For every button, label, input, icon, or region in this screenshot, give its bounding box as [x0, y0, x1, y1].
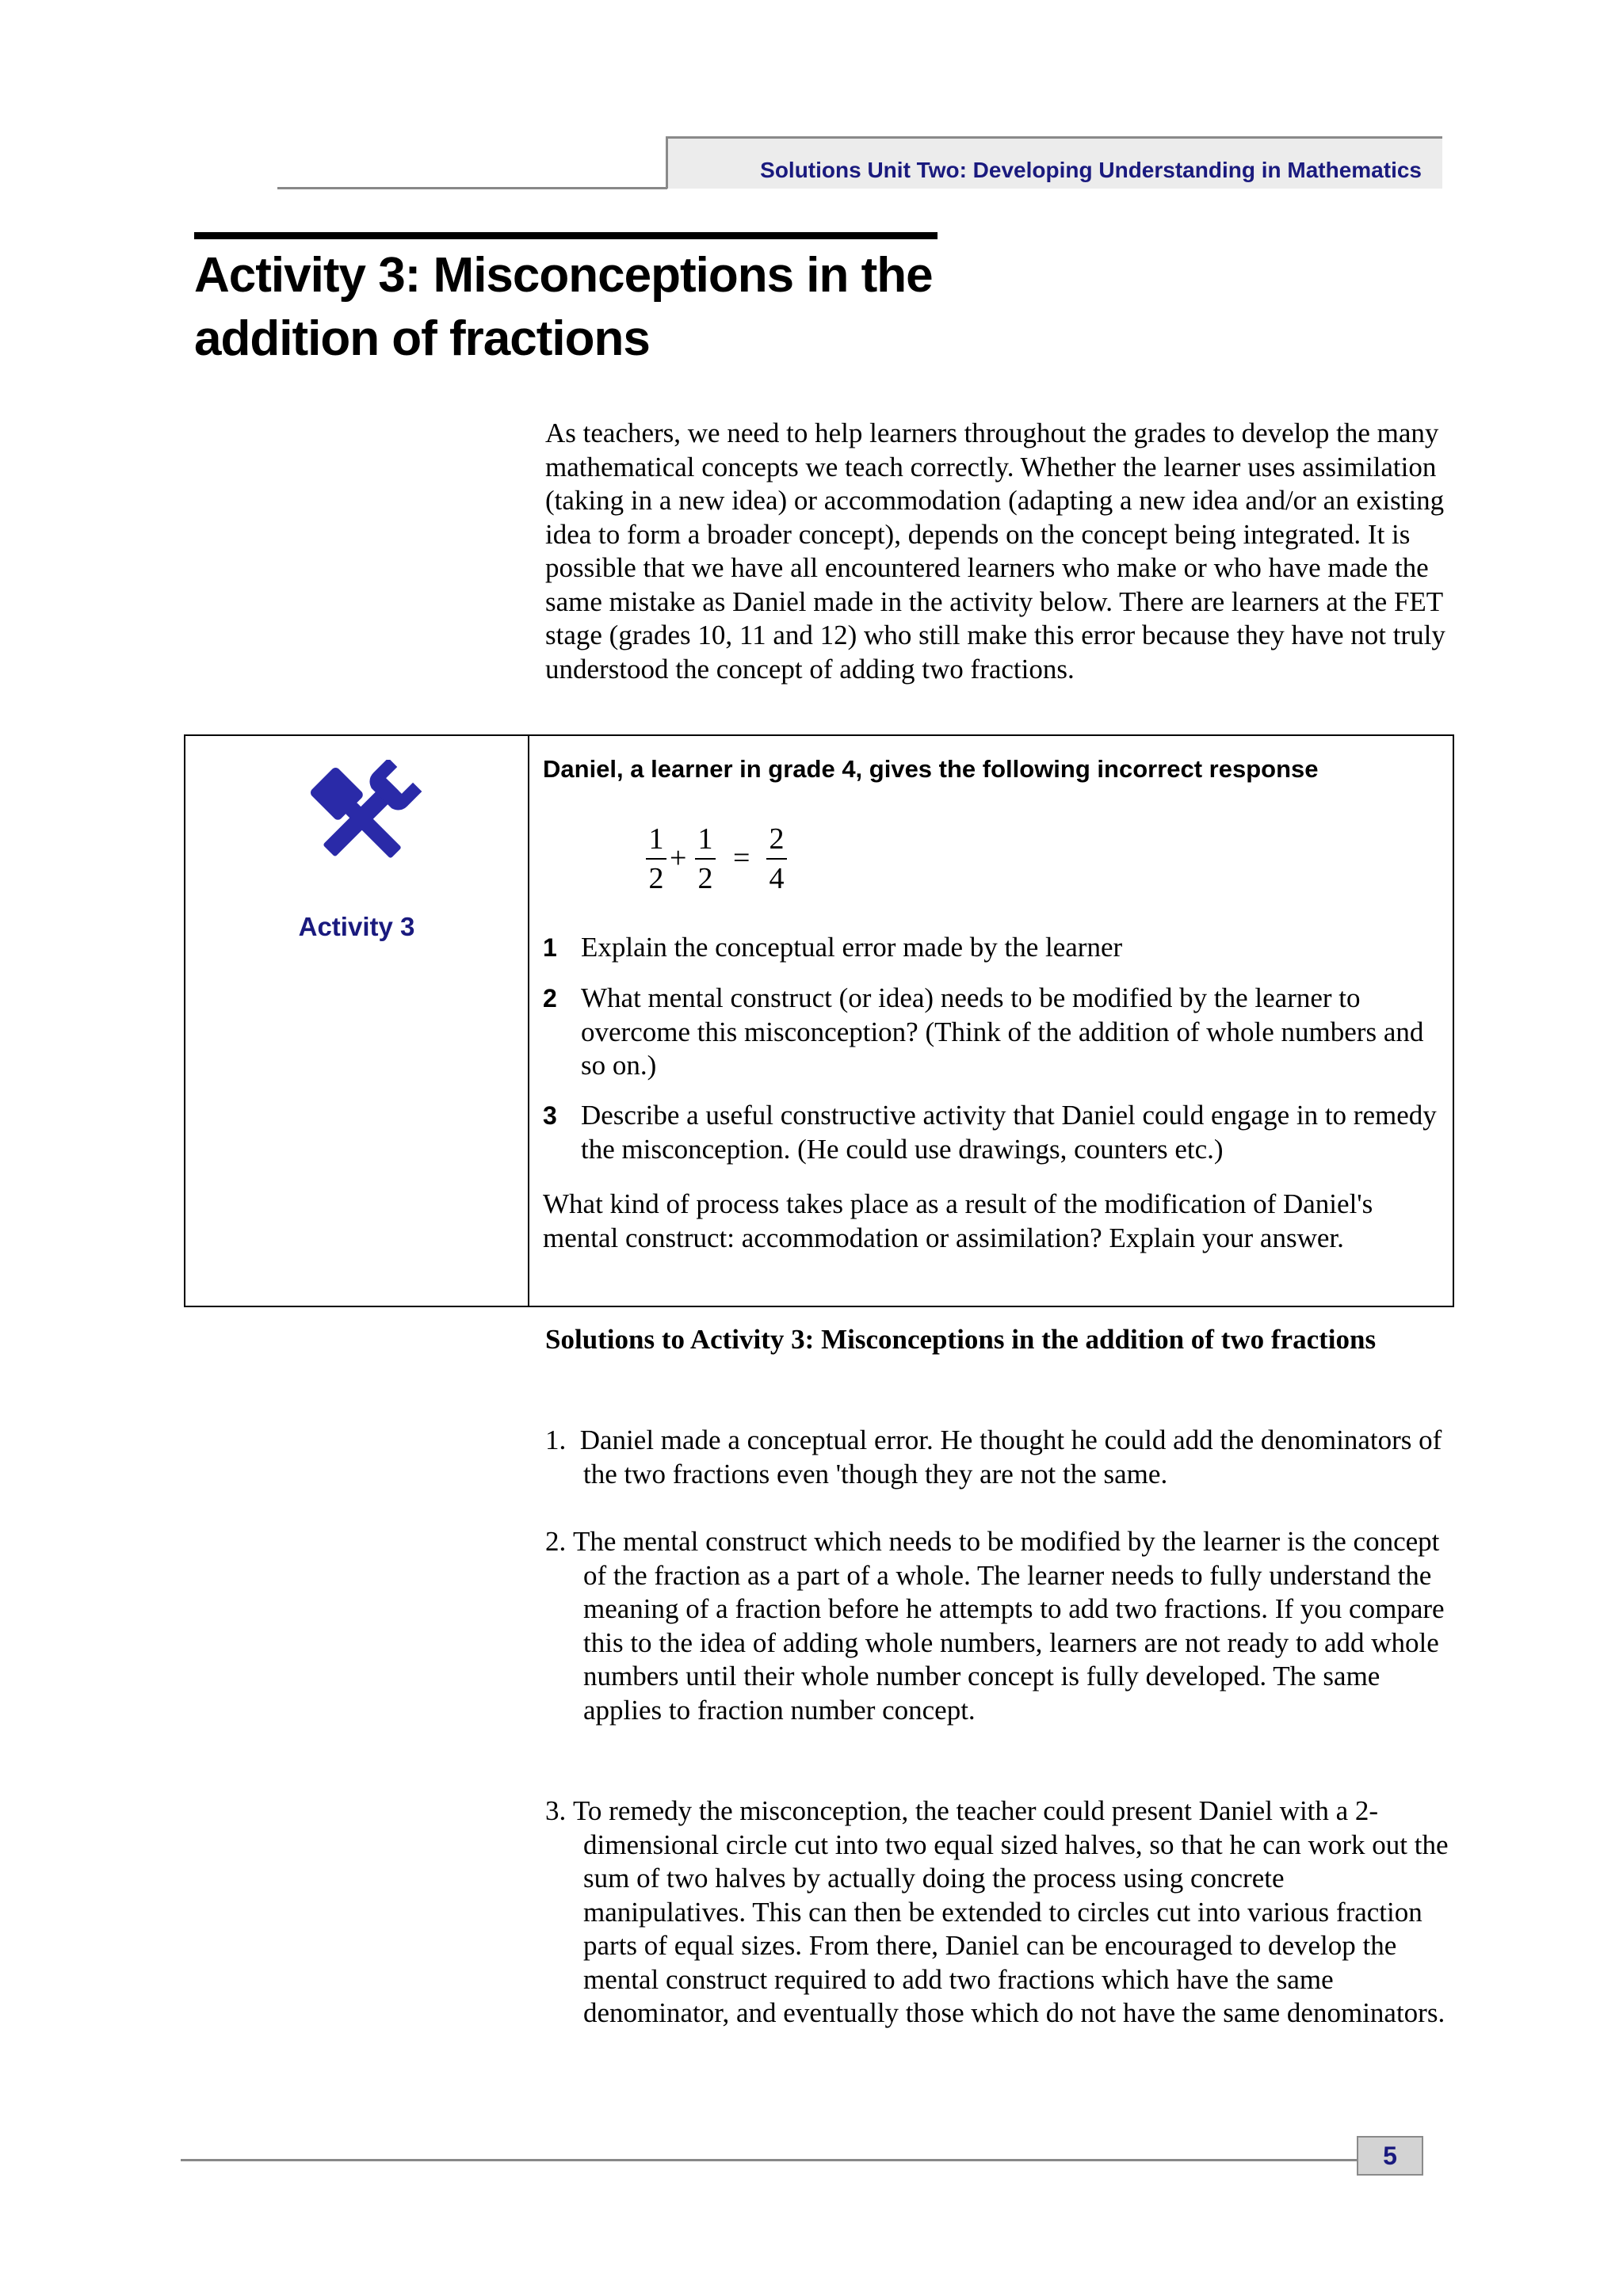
title-rule [194, 232, 938, 239]
page-title: Activity 3: Misconceptions in the addition of fractions [194, 248, 933, 366]
fraction-b-numerator: 1 [697, 822, 713, 856]
fraction-result-denominator: 4 [769, 862, 785, 895]
fraction-result-numerator: 2 [769, 822, 785, 856]
activity-box [184, 734, 1454, 1307]
fraction-b-denominator: 2 [697, 862, 713, 895]
activity-box-divider [528, 736, 529, 1306]
footer-rule [181, 2159, 1358, 2161]
fraction-a [644, 822, 668, 896]
header-rule [277, 187, 667, 189]
fraction-result [765, 822, 789, 896]
activity-label: Activity 3 [298, 912, 415, 941]
equals-sign: = [733, 841, 750, 875]
activity-closing: What kind of process takes place as a result of the modification of Daniel's mental construct: accommodation or assimilation? Explain your answer. [543, 1188, 1373, 1253]
fraction-b [693, 822, 717, 896]
unit-title: Solutions Unit Two: Developing Understanding in Mathematics [760, 158, 1422, 182]
fraction-a-denominator: 2 [648, 862, 664, 895]
tools-icon [296, 760, 426, 877]
solution-item-1: 1. Daniel made a conceptual error. He thought he could add the denominators of the two fractions even 'though they are not the same. [545, 1425, 1442, 1489]
question-2: 2 What mental construct (or idea) needs to be modified by the learner to overcome this misconception? (Think of the addition of whole numbers and so on.) [543, 982, 1424, 1081]
fraction-a-numerator: 1 [648, 822, 664, 856]
question-3: 3 Describe a useful constructive activity that Daniel could engage in to remedy the misconception. (He could use drawings, counters etc.) [543, 1100, 1437, 1165]
header-tab [666, 136, 1442, 189]
plus-sign: + [670, 841, 687, 875]
solutions-title: Solutions to Activity 3: Misconceptions in the addition of two fractions [545, 1324, 1377, 1355]
solution-item-2: 2. The mental construct which needs to be modified by the learner is the concept of the fraction as a part of a whole. The learner needs to fully understand the meaning of a fraction before he attempts to add two fractions. If you compare this to the idea of adding whole numbers, learners are not ready to add whole numbers until their whole number concept is fully developed. The same applies to fraction number concept. [545, 1526, 1445, 1726]
activity-heading: Daniel, a learner in grade 4, gives the following incorrect response [543, 755, 1319, 783]
solution-item-3: 3. To remedy the misconception, the teacher could present Daniel with a 2-dimensional circle cut into two equal sized halves, so that he can work out the sum of two halves by actually doing the process using concrete manipulatives. This can then be extended to circles cut into various fraction parts of equal sizes. From there, Daniel can be encouraged to develop the mental construct required to add two fractions which have the same denominator, and eventually those which do not have the same denominators. [545, 1795, 1449, 2028]
page-number: 5 [1357, 2136, 1423, 2176]
question-1: 1 Explain the conceptual error made by the learner [543, 932, 1123, 963]
intro-paragraph: As teachers, we need to help learners throughout the grades to develop the many mathematical concepts we teach correctly. Whether the learner uses assimilation (taking in a new idea) or accommodation (adapting a new idea and/or an existing idea to form a broader concept), depends on the concept being integrated. It is possible that we have all encountered learners who make or who have made the same mistake as Daniel made in the activity below. There are learners at the FET stage (grades 10, 11 and 12) who still make this error because they have not truly understood the concept of adding two fractions. [545, 418, 1445, 685]
